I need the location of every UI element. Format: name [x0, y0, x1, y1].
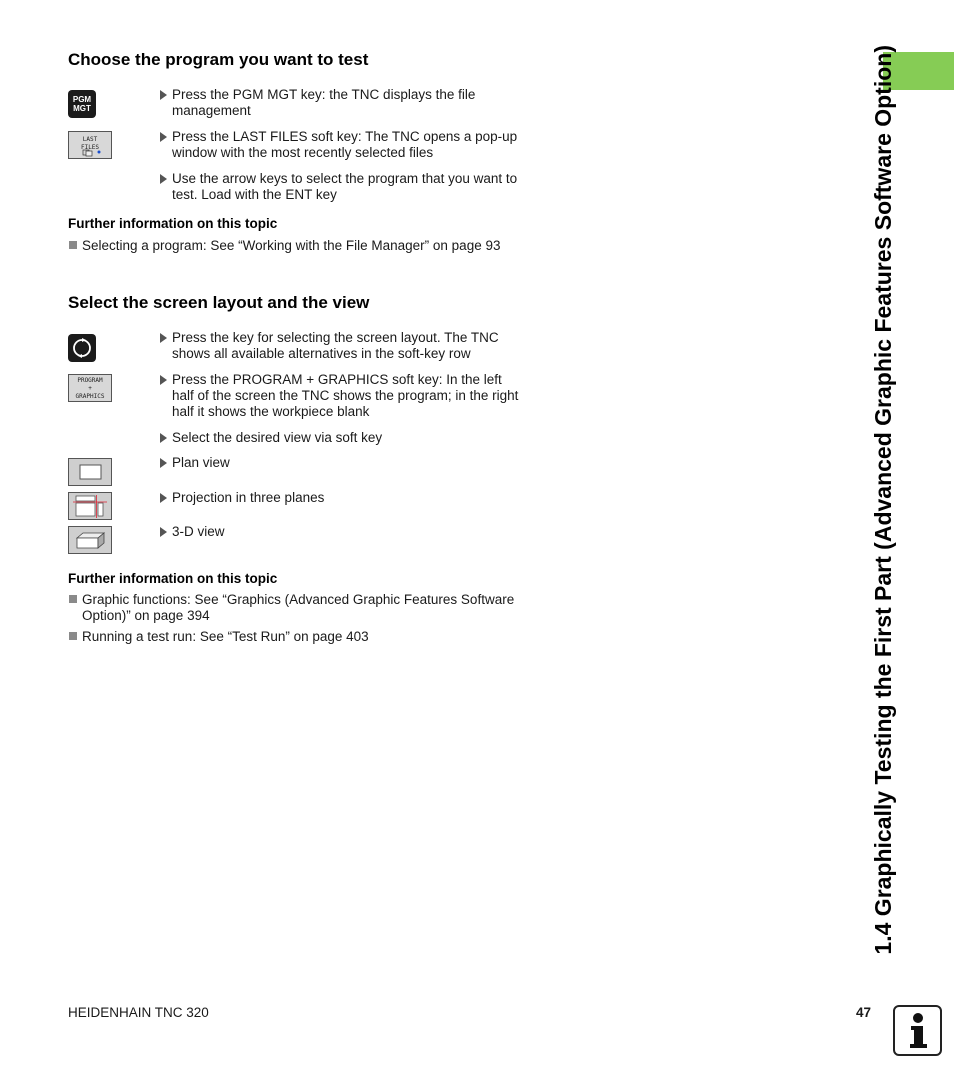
further-info-item: Graphic functions: See “Graphics (Advanced Graphic Features Software Option)” on page 394 — [68, 592, 518, 624]
plan-view-softkey-icon — [68, 458, 112, 486]
program-graphics-line3: GRAPHICS — [75, 393, 105, 400]
program-graphics-line2: + — [88, 385, 92, 392]
arrow-icon — [160, 493, 167, 503]
bullet-square-icon — [69, 241, 77, 249]
files-stack-icon — [81, 149, 101, 157]
3d-view-icon — [69, 527, 111, 553]
arrow-icon — [160, 333, 167, 343]
step-3d-view: 3-D view — [160, 524, 520, 540]
info-icon — [893, 1005, 942, 1056]
step-pgm-mgt: Press the PGM MGT key: the TNC displays the file management — [160, 87, 520, 119]
bullet-square-icon — [69, 632, 77, 640]
last-files-softkey-icon — [68, 131, 112, 159]
page-number: 47 — [856, 1005, 872, 1020]
further-info-heading: Further information on this topic — [68, 216, 278, 231]
arrow-icon — [160, 458, 167, 468]
further-info-item: Running a test run: See “Test Run” on page 403 — [68, 629, 518, 645]
step-arrow-keys: Use the arrow keys to select the program that you want to test. Load with the ENT key — [160, 171, 520, 203]
arrow-icon — [160, 527, 167, 537]
three-planes-icon — [69, 493, 111, 519]
further-info-item: Selecting a program: See “Working with the File Manager” on page 93 — [68, 238, 518, 254]
heading-screen-layout: Select the screen layout and the view — [68, 293, 370, 312]
step-program-graphics: Press the PROGRAM + GRAPHICS soft key: In the left half of the screen the TNC shows the program; in the right half it shows the workpiece blank — [160, 372, 520, 420]
arrow-icon — [160, 375, 167, 385]
pgm-mgt-key-line1: PGM — [72, 95, 92, 104]
pgm-mgt-key-line2: MGT — [73, 104, 91, 113]
arrow-icon — [160, 132, 167, 142]
program-graphics-softkey-icon — [68, 374, 112, 402]
3d-view-softkey-icon — [68, 526, 112, 554]
arrow-icon — [160, 174, 167, 184]
further-info-heading: Further information on this topic — [68, 571, 278, 586]
last-files-line2: FILES — [80, 144, 100, 151]
step-three-planes: Projection in three planes — [160, 490, 520, 506]
step-screen-layout-key: Press the key for selecting the screen layout. The TNC shows all available alternatives in the soft-key row — [160, 330, 520, 362]
bullet-square-icon — [69, 595, 77, 603]
step-plan-view: Plan view — [160, 455, 520, 471]
last-files-line1: LAST — [82, 136, 98, 143]
chapter-side-title: 1.4 Graphically Testing the First Part (Advanced Graphic Features Software Option) — [870, 45, 896, 955]
layout-cycle-icon — [68, 334, 96, 362]
step-last-files: Press the LAST FILES soft key: The TNC opens a pop-up window with the most recently selected files — [160, 129, 520, 161]
arrow-icon — [160, 433, 167, 443]
screen-layout-key-icon — [68, 334, 96, 362]
three-planes-softkey-icon — [68, 492, 112, 520]
info-glyph-icon — [895, 1007, 940, 1054]
footer-product: HEIDENHAIN TNC 320 — [68, 1005, 209, 1020]
program-graphics-line1: PROGRAM — [77, 377, 103, 384]
arrow-icon — [160, 90, 167, 100]
plan-view-icon — [69, 459, 111, 485]
step-select-view: Select the desired view via soft key — [160, 430, 520, 446]
heading-choose-program: Choose the program you want to test — [68, 50, 369, 69]
pgm-mgt-key-icon — [68, 90, 96, 118]
